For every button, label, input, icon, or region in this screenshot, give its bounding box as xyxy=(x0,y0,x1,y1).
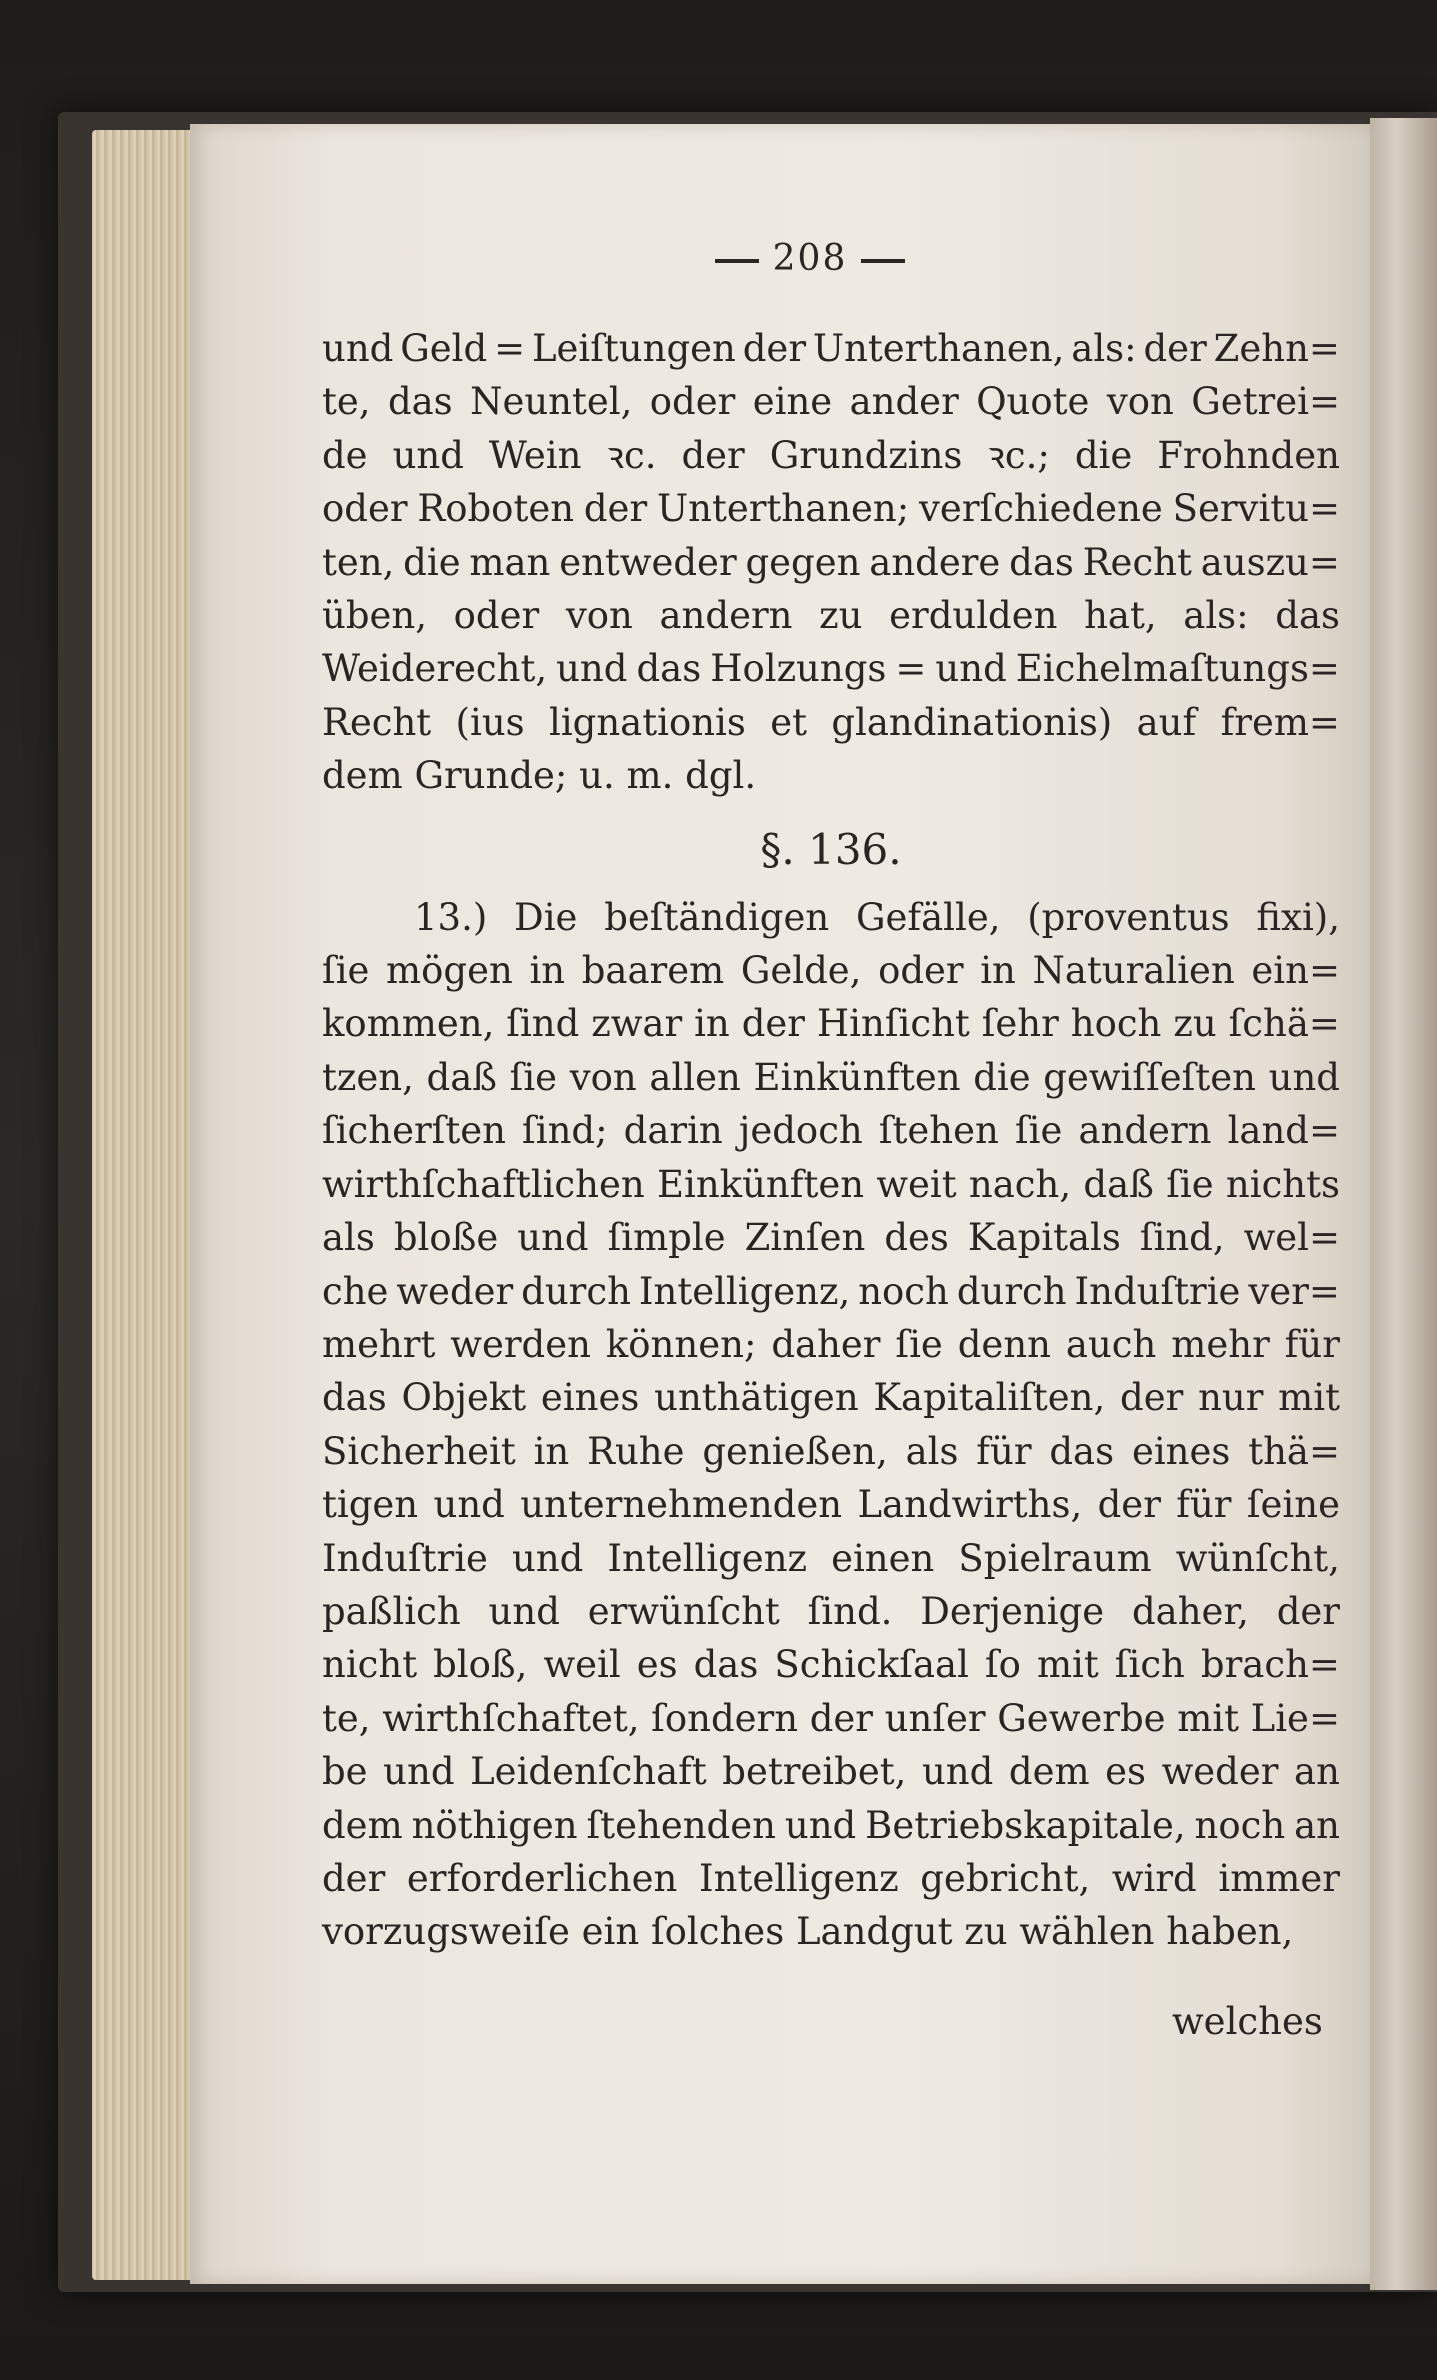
text-line: vorzugsweiſe ein ſolches Landgut zu wählen haben, xyxy=(322,1910,1294,1954)
text-line: 13.) Die beſtändigen Gefälle, (proventus fixi), xyxy=(414,895,1340,939)
text-line: dem nöthigen ſtehenden und Betriebskapitale, noch an xyxy=(322,1803,1340,1847)
text-line: Induſtrie und Intelligenz einen Spielraum wünſcht, xyxy=(322,1536,1340,1580)
text-line: ſicherſten ſind; darin jedoch ſtehen ſie andern land= xyxy=(322,1109,1340,1153)
text-line: wirthſchaftlichen Einkünften weit nach, daß ſie nichts xyxy=(322,1162,1340,1206)
text-line: che weder durch Intelligenz, noch durch Induſtrie ver= xyxy=(322,1269,1340,1313)
paragraph-2 xyxy=(322,891,1340,1959)
text-line: mehrt werden können; daher ſie denn auch mehr für xyxy=(322,1322,1340,1366)
header-dash-right xyxy=(861,259,905,263)
text-line: tigen und unternehmenden Landwirths, der für ſeine xyxy=(322,1483,1340,1527)
text-line: de und Wein ꝛc. der Grundzins ꝛc.; die Frohnden xyxy=(322,433,1340,477)
text-line: paßlich und erwünſcht ſind. Derjenige daher, der xyxy=(322,1589,1340,1633)
text-line: kommen, ſind zwar in der Hinſicht ſehr hoch zu ſchä= xyxy=(322,1002,1340,1046)
text-line: dem Grunde; u. m. dgl. xyxy=(322,754,757,798)
text-line: üben, oder von andern zu erdulden hat, als: das xyxy=(322,594,1340,638)
text-line: Weiderecht, und das Holzungs = und Eichelmaſtungs= xyxy=(322,647,1340,691)
text-line: als bloße und ſimple Zinſen des Kapitals ſind, wel= xyxy=(322,1216,1340,1260)
text-line: und Geld = Leiſtungen der Unterthanen, als: der Zehn= xyxy=(322,327,1340,370)
text-line: be und Leidenſchaft betreibet, und dem es weder an xyxy=(322,1750,1340,1794)
text-line: te, wirthſchaftet, ſondern der unſer Gewerbe mit Lie= xyxy=(322,1696,1340,1740)
text-line: nicht bloß, weil es das Schickſaal ſo mit ſich brach= xyxy=(322,1643,1340,1687)
text-line: das Objekt eines unthätigen Kapitaliſten, der nur mit xyxy=(322,1376,1340,1420)
text-line: Sicherheit in Ruhe genießen, als für das eines thä= xyxy=(322,1429,1340,1473)
text-line: der erforderlichen Intelligenz gebricht, wird immer xyxy=(322,1856,1340,1900)
page-number: 208 xyxy=(772,238,848,279)
text-line: ten, die man entweder gegen andere das Recht auszu= xyxy=(322,540,1340,584)
header-dash-left xyxy=(715,259,759,263)
body-text xyxy=(322,322,1340,1959)
text-line: Recht (ius lignationis et glandinationis) auf frem= xyxy=(322,700,1340,744)
section-heading: §. 136. xyxy=(760,824,902,874)
facing-page-edge xyxy=(1370,118,1437,2290)
paragraph-1 xyxy=(322,322,1340,803)
text-line: ſie mögen in baarem Gelde, oder in Naturalien ein= xyxy=(322,949,1340,993)
text-line: tzen, daß ſie von allen Einkünften die gewiſſeſten und xyxy=(322,1055,1340,1099)
page-header xyxy=(690,238,930,279)
text-line: oder Roboten der Unterthanen; verſchiedene Servitu= xyxy=(322,487,1340,531)
text-line: te, das Neuntel, oder eine ander Quote von Getrei= xyxy=(322,380,1340,424)
catchword: welches xyxy=(1172,2000,1323,2043)
